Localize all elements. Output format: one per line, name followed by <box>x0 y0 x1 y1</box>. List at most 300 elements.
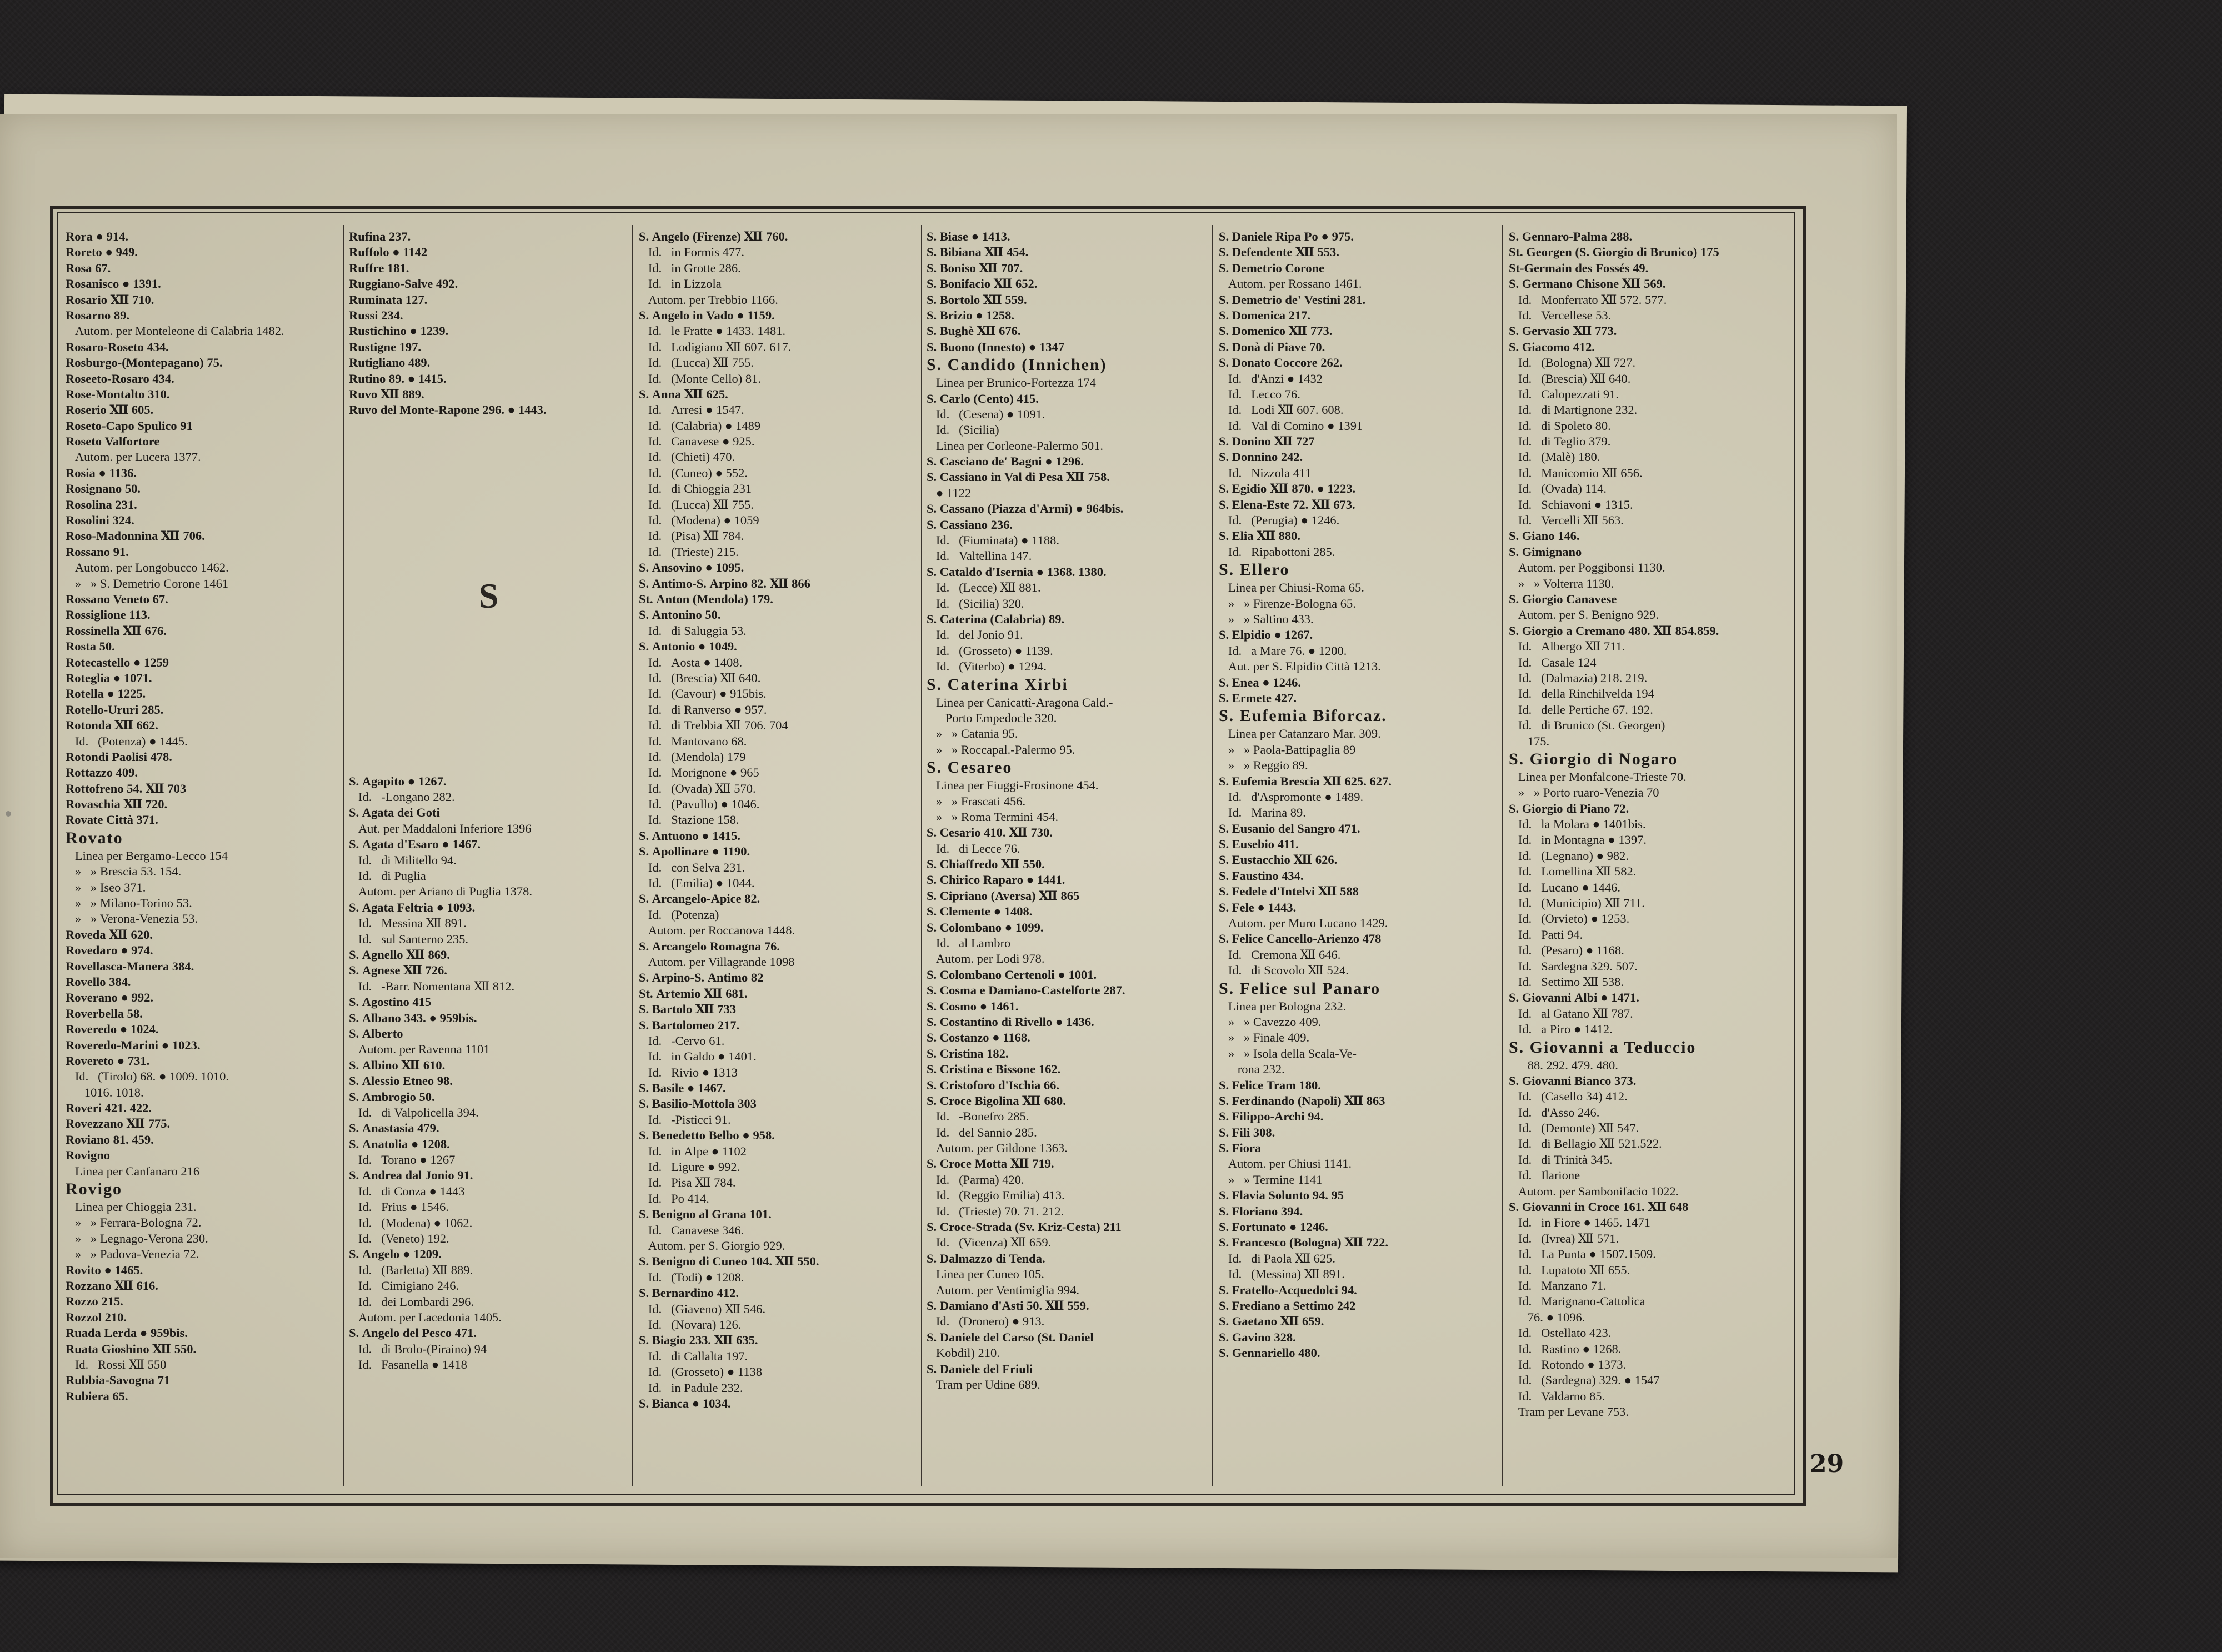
index-entry: Autom. per Longobucco 1462. <box>66 560 229 575</box>
index-entry: Autom. per Villagrande 1098 <box>639 954 795 969</box>
index-entry: S. Agata d'Esaro ● 1467. <box>349 837 481 852</box>
index-entry: Rosolini 324. <box>66 513 134 528</box>
index-entry: Rozzano Ⅻ 616. <box>66 1279 158 1293</box>
index-entry: Roseto-Capo Spulico 91 <box>66 418 193 433</box>
index-entry: S. Biase ● 1413. <box>927 229 1010 243</box>
index-entry: S. Giovanni Albi ● 1471. <box>1509 990 1639 1005</box>
index-entry: Id. Fasanella ● 1418 <box>349 1358 467 1372</box>
index-entry: S. Donnino 242. <box>1219 450 1303 464</box>
index-entry: Autom. per Chiusi 1141. <box>1219 1157 1352 1171</box>
index-entry: Id. -Bonefro 285. <box>927 1109 1029 1124</box>
index-entry: Id. in Galdo ● 1401. <box>639 1049 757 1064</box>
index-entry: S. Eustacchio Ⅻ 626. <box>1219 853 1338 867</box>
station-heading: Rovato <box>66 828 123 847</box>
index-entry: Id. (Calabria) ● 1489 <box>639 418 761 433</box>
index-entry: S. Giorgio di Piano 72. <box>1509 801 1629 815</box>
index-entry: Linea per Cuneo 105. <box>927 1267 1044 1281</box>
index-entry: S. Gimignano <box>1509 544 1582 559</box>
index-entry: Id. in Alpe ● 1102 <box>639 1144 747 1158</box>
index-entry: S. Croce-Strada (Sv. Kriz-Cesta) 211 <box>927 1220 1122 1234</box>
index-entry: Autom. per Muro Lucano 1429. <box>1219 916 1388 930</box>
index-entry: Id. (Cesena) ● 1091. <box>927 407 1045 421</box>
index-entry: Ruffre 181. <box>349 261 409 275</box>
index-entry: Id. Arresi ● 1547. <box>639 403 744 417</box>
index-entry: S. Andrea dal Jonio 91. <box>349 1168 473 1183</box>
index-entry: S. Gaetano Ⅻ 659. <box>1219 1314 1324 1329</box>
index-entry: S. Cassiano in Val di Pesa Ⅻ 758. <box>927 470 1110 484</box>
index-entry: Id. Lucano ● 1446. <box>1509 880 1621 894</box>
index-entry: S. Caterina (Calabria) 89. <box>927 612 1065 626</box>
index-entry: Roso-Madonnina Ⅻ 706. <box>66 529 205 543</box>
index-entry: » » Legnago-Verona 230. <box>66 1231 208 1245</box>
index-entry: Id. (Novara) 126. <box>639 1317 742 1331</box>
index-entry: Id. di Callalta 197. <box>639 1349 748 1363</box>
index-entry: Id. (Vicenza) Ⅻ 659. <box>927 1235 1052 1250</box>
index-entry: Id. Morignone ● 965 <box>639 765 759 780</box>
index-entry: Autom. per Trebbio 1166. <box>639 292 778 307</box>
index-entry: Id. di Trebbia Ⅻ 706. 704 <box>639 718 788 733</box>
index-entry: Id. Valdarno 85. <box>1509 1389 1605 1403</box>
index-entry: S. Agata dei Goti <box>349 805 440 820</box>
index-entry: ● 1122 <box>927 485 972 500</box>
index-entry: Rossiglione 113. <box>66 608 151 622</box>
index-entry: Id. Schiavoni ● 1315. <box>1509 497 1633 512</box>
index-entry: Id. la Molara ● 1401bis. <box>1509 817 1646 832</box>
index-entry: S. Cristina 182. <box>927 1046 1009 1060</box>
index-entry: S. Albano 343. ● 959bis. <box>349 1010 477 1025</box>
index-column-5 <box>1219 229 1499 1484</box>
index-entry: Id. Settimo Ⅻ 538. <box>1509 974 1624 989</box>
index-entry: S. Donà di Piave 70. <box>1219 339 1325 354</box>
index-entry: Linea per Bergamo-Lecco 154 <box>66 848 228 863</box>
index-entry: » » Paola-Battipaglia 89 <box>1219 742 1356 757</box>
index-entry: Id. di Saluggia 53. <box>639 623 747 638</box>
index-entry: Id. di Puglia <box>349 869 426 883</box>
index-entry: Id. (Todi) ● 1208. <box>639 1270 744 1284</box>
index-entry: Id. di Trinità 345. <box>1509 1152 1613 1167</box>
index-entry: Id. in Lizzola <box>639 277 722 291</box>
index-entry: 88. 292. 479. 480. <box>1509 1058 1618 1072</box>
index-entry: Rosolina 231. <box>66 497 137 512</box>
index-entry: » » Brescia 53. 154. <box>66 864 182 879</box>
index-entry: Rora ● 914. <box>66 229 128 243</box>
index-entry: Id. di Chioggia 231 <box>639 482 752 496</box>
index-entry: S. Agata Feltria ● 1093. <box>349 900 476 914</box>
index-entry: S. Fili 308. <box>1219 1125 1275 1139</box>
index-entry: Id. (Casello 34) 412. <box>1509 1089 1628 1104</box>
index-entry: S. Giorgio Canavese <box>1509 592 1617 606</box>
index-entry: S. Demetrio de' Vestini 281. <box>1219 292 1366 307</box>
index-entry: Id. (Sardegna) 329. ● 1547 <box>1509 1373 1660 1388</box>
index-entry: Id. di Martignone 232. <box>1509 403 1638 417</box>
index-entry: Rossano Veneto 67. <box>66 592 168 606</box>
index-entry: Tram per Levane 753. <box>1509 1405 1629 1419</box>
index-entry: Roveredo-Marini ● 1023. <box>66 1038 201 1052</box>
index-entry: Rovito ● 1465. <box>66 1263 143 1277</box>
index-entry: Id. d'Anzi ● 1432 <box>1219 371 1323 386</box>
index-entry: Id. Lodi Ⅻ 607. 608. <box>1219 403 1344 417</box>
index-entry: St-Germain des Fossés 49. <box>1509 261 1649 275</box>
index-entry: S. Anastasia 479. <box>349 1121 439 1135</box>
index-entry: S. Chiaffredo Ⅻ 550. <box>927 857 1045 872</box>
index-entry: Id. in Montagna ● 1397. <box>1509 833 1647 847</box>
index-entry: Id. (Tirolo) 68. ● 1009. 1010. <box>66 1069 229 1084</box>
index-entry: S. Giovanni Bianco 373. <box>1509 1073 1637 1088</box>
index-entry: S. Flavia Solunto 94. 95 <box>1219 1188 1344 1203</box>
index-entry: Autom. per Lacedonia 1405. <box>349 1310 502 1324</box>
page-number: 29 <box>1810 1450 1844 1478</box>
index-entry: Autom. per Ravenna 1101 <box>349 1042 490 1057</box>
index-entry: Id. Torano ● 1267 <box>349 1153 456 1167</box>
index-entry: Id. Nizzola 411 <box>1219 465 1312 480</box>
index-entry: S. Giano 146. <box>1509 529 1580 543</box>
index-entry: rona 232. <box>1219 1062 1285 1077</box>
index-entry: St. Anton (Mendola) 179. <box>639 592 773 606</box>
index-entry: Id. Ligure ● 992. <box>639 1160 740 1174</box>
index-entry: S. Colombano ● 1099. <box>927 920 1044 934</box>
index-entry: Rufina 237. <box>349 229 411 243</box>
index-entry: Linea per Monfalcone-Trieste 70. <box>1509 769 1686 784</box>
index-entry: Linea per Catanzaro Mar. 309. <box>1219 727 1381 741</box>
index-entry: S. Basile ● 1467. <box>639 1081 726 1095</box>
index-entry: Rovellasca-Manera 384. <box>66 959 194 973</box>
index-entry: Id. (Pisa) Ⅻ 784. <box>639 529 744 543</box>
station-heading: S. Giovanni a Teduccio <box>1509 1038 1696 1057</box>
index-entry: Rosario Ⅻ 710. <box>66 292 154 307</box>
station-heading: S. Felice sul Panaro <box>1219 979 1381 998</box>
index-entry: Roteglia ● 1071. <box>66 670 152 685</box>
index-entry: Id. di Valpolicella 394. <box>349 1105 479 1119</box>
index-entry: S. Cataldo d'Isernia ● 1368. 1380. <box>927 564 1107 579</box>
index-entry: Id. (Pesaro) ● 1168. <box>1509 943 1624 958</box>
index-entry: Id. Mantovano 68. <box>639 734 747 748</box>
index-entry: Id. -Pisticci 91. <box>639 1112 731 1127</box>
index-entry: S. Arpino-S. Antimo 82 <box>639 970 764 985</box>
index-entry: Id. al Lambro <box>927 936 1011 950</box>
index-entry: Rustichino ● 1239. <box>349 324 449 338</box>
index-entry: Rosanisco ● 1391. <box>66 277 161 291</box>
index-entry: S. Bianca ● 1034. <box>639 1396 731 1410</box>
index-entry: Linea per Brunico-Fortezza 174 <box>927 376 1096 390</box>
index-entry: Kobdil) 210. <box>927 1346 1000 1360</box>
index-entry: S. Angelo del Pesco 471. <box>349 1326 477 1340</box>
index-entry: Id. (Giaveno) Ⅻ 546. <box>639 1301 766 1316</box>
index-entry: Id. d'Asso 246. <box>1509 1105 1600 1119</box>
index-entry: S. Giovanni in Croce 161. Ⅻ 648 <box>1509 1200 1689 1214</box>
index-entry: Id. del Sannio 285. <box>927 1125 1037 1139</box>
index-entry: Id. Sardegna 329. 507. <box>1509 959 1638 973</box>
index-entry: S. Cosmo ● 1461. <box>927 999 1019 1013</box>
index-entry: S. Giorgio a Cremano 480. Ⅻ 854.859. <box>1509 623 1719 638</box>
index-entry: Id. (Barletta) Ⅻ 889. <box>349 1263 473 1277</box>
index-entry: S. Brizio ● 1258. <box>927 308 1014 322</box>
index-entry: S. Benigno al Grana 101. <box>639 1207 772 1222</box>
station-heading: S. Ellero <box>1219 560 1290 579</box>
index-entry: Id. Lecco 76. <box>1219 387 1300 401</box>
index-entry: Id. (Dronero) ● 913. <box>927 1314 1045 1329</box>
index-entry: S. Ambrogio 50. <box>349 1089 435 1104</box>
index-entry: Rottofreno 54. Ⅻ 703 <box>66 781 187 795</box>
index-entry: Id. (Monte Cello) 81. <box>639 371 761 386</box>
index-column-6 <box>1509 229 1790 1484</box>
index-entry: S. Benigno di Cuneo 104. Ⅻ 550. <box>639 1254 819 1269</box>
index-entry: S. Cassiano 236. <box>927 517 1013 532</box>
index-entry: Id. (Sicilia) 320. <box>927 596 1024 610</box>
index-entry: Id. Casale 124 <box>1509 655 1597 669</box>
index-entry: Ruada Lerda ● 959bis. <box>66 1326 188 1340</box>
index-entry: Id. Lodigiano Ⅻ 607. 617. <box>639 339 792 354</box>
index-entry: Id. (Viterbo) ● 1294. <box>927 659 1047 674</box>
index-entry: Rovello 384. <box>66 974 131 989</box>
index-entry: Id. (Trieste) 215. <box>639 544 739 559</box>
index-entry: S. Croce Bigolina Ⅻ 680. <box>927 1093 1066 1108</box>
index-entry: S. Cristoforo d'Ischia 66. <box>927 1078 1059 1092</box>
index-entry: Rotecastello ● 1259 <box>66 655 169 669</box>
index-entry: Id. (Orvieto) ● 1253. <box>1509 912 1630 926</box>
index-entry: Id. Rastino ● 1268. <box>1509 1341 1622 1356</box>
index-entry: Id. (Potenza) <box>639 907 719 922</box>
index-entry: Rosarno 89. <box>66 308 130 322</box>
index-entry: Id. Stazione 158. <box>639 813 739 827</box>
index-entry: Rozzo 215. <box>66 1294 123 1309</box>
index-entry: Ruata Gioshino Ⅻ 550. <box>66 1341 197 1356</box>
index-entry: S. Biagio 233. Ⅻ 635. <box>639 1333 758 1348</box>
index-entry: S. Gervasio Ⅻ 773. <box>1509 324 1617 338</box>
index-entry: Id. d'Aspromonte ● 1489. <box>1219 789 1364 804</box>
index-entry: S. Gavino 328. <box>1219 1330 1296 1344</box>
index-entry: Id. (Grosseto) ● 1138 <box>639 1365 763 1379</box>
index-entry: Id. -Cervo 61. <box>639 1033 725 1048</box>
index-entry: Id. di Bellagio Ⅻ 521.522. <box>1509 1137 1662 1151</box>
index-entry: S. Bortolo Ⅻ 559. <box>927 292 1027 307</box>
index-entry: Id. (Modena) ● 1059 <box>639 513 759 528</box>
index-entry: S. Angelo ● 1209. <box>349 1247 442 1261</box>
index-entry: Ruffolo ● 1142 <box>349 245 428 259</box>
index-entry: » » Roccapal.-Palermo 95. <box>927 742 1075 757</box>
index-entry: S. Faustino 434. <box>1219 868 1304 883</box>
index-entry: Roverbella 58. <box>66 1006 143 1020</box>
index-entry: Id. (Brescia) Ⅻ 640. <box>1509 371 1631 386</box>
index-entry: Id. (Messina) Ⅻ 891. <box>1219 1267 1345 1281</box>
index-entry: Id. Canavese 346. <box>639 1223 744 1237</box>
index-entry: Rovereto ● 731. <box>66 1053 150 1068</box>
index-entry: Rotella ● 1225. <box>66 687 146 701</box>
index-entry: Rotonda Ⅻ 662. <box>66 718 158 733</box>
index-entry: S. Damiano d'Asti 50. Ⅻ 559. <box>927 1299 1089 1313</box>
index-entry: Tram per Udine 689. <box>927 1377 1040 1391</box>
index-entry: S. Felice Tram 180. <box>1219 1078 1321 1092</box>
index-entry: S. Eufemia Brescia Ⅻ 625. 627. <box>1219 774 1392 788</box>
index-entry: Id. (Bologna) Ⅻ 727. <box>1509 356 1636 370</box>
index-entry: Id. Albergo Ⅻ 711. <box>1509 639 1625 654</box>
index-entry: S. Bartolo Ⅻ 733 <box>639 1002 737 1017</box>
index-entry: Ruggiano-Salve 492. <box>349 277 458 291</box>
index-entry: S. Colombano Certenoli ● 1001. <box>927 967 1097 982</box>
index-entry: Linea per Corleone-Palermo 501. <box>927 438 1104 453</box>
index-entry: S. Daniele Ripa Po ● 975. <box>1219 229 1354 243</box>
index-entry: S. Anna Ⅻ 625. <box>639 387 728 401</box>
index-entry: Id. (Fiuminata) ● 1188. <box>927 533 1059 548</box>
station-heading: S. Candido (Innichen) <box>927 356 1107 374</box>
index-entry: S. Bughè Ⅻ 676. <box>927 324 1021 338</box>
index-entry: » » Roma Termini 454. <box>927 809 1059 824</box>
index-entry: 1016. 1018. <box>66 1085 144 1099</box>
station-heading: S. Giorgio di Nogaro <box>1509 749 1678 768</box>
index-entry: S. Defendente Ⅻ 553. <box>1219 245 1339 259</box>
index-entry: S. Dalmazzo di Tenda. <box>927 1251 1045 1265</box>
index-entry: Id. -Barr. Nomentana Ⅻ 812. <box>349 979 515 993</box>
index-entry: » » Porto ruaro-Venezia 70 <box>1509 785 1659 800</box>
index-entry: Id. Val di Comino ● 1391 <box>1219 418 1363 433</box>
index-entry: Linea per Bologna 232. <box>1219 999 1347 1013</box>
index-entry: Id. al Gatano Ⅻ 787. <box>1509 1006 1633 1020</box>
index-entry: Id. di Spoleto 80. <box>1509 418 1611 433</box>
index-entry: » » Ferrara-Bologna 72. <box>66 1215 202 1230</box>
index-entry: S. Angelo in Vado ● 1159. <box>639 308 775 322</box>
index-entry: Id. Cremona Ⅻ 646. <box>1219 947 1341 962</box>
index-entry: Id. (Ovada) 114. <box>1509 482 1607 496</box>
index-entry: S. Ermete 427. <box>1219 690 1297 705</box>
index-entry: Rose-Montalto 310. <box>66 387 170 401</box>
index-entry: S. Basilio-Mottola 303 <box>639 1097 757 1111</box>
index-entry: Id. (Lucca) Ⅻ 755. <box>639 497 754 512</box>
index-entry: Id. di Militello 94. <box>349 853 457 867</box>
index-entry: Id. Pisa Ⅻ 784. <box>639 1175 736 1190</box>
index-entry: Aut. per S. Elpidio Città 1213. <box>1219 659 1381 674</box>
index-entry: S. Agnello Ⅻ 869. <box>349 947 450 962</box>
index-entry: Id. (Chieti) 470. <box>639 450 735 464</box>
index-entry: Id. di Paola Ⅻ 625. <box>1219 1251 1336 1265</box>
index-entry: S. Croce Motta Ⅻ 719. <box>927 1157 1054 1171</box>
index-entry: » » Termine 1141 <box>1219 1172 1323 1187</box>
index-entry: Id. Cimigiano 246. <box>349 1279 459 1293</box>
column-rule-5 <box>1502 225 1503 1486</box>
index-entry: S. Elia Ⅻ 880. <box>1219 529 1300 543</box>
index-entry: Id. (Municipio) Ⅻ 711. <box>1509 896 1645 910</box>
index-entry: Id. Rivio ● 1313 <box>639 1065 738 1079</box>
index-entry: Id. (Pavullo) ● 1046. <box>639 797 760 812</box>
index-entry: Autom. per S. Benigno 929. <box>1509 608 1659 622</box>
index-entry: S. Felice Cancello-Arienzo 478 <box>1219 932 1382 946</box>
station-heading: S. Eufemia Biforcaz. <box>1219 707 1387 725</box>
index-entry: Id. (Ovada) Ⅻ 570. <box>639 781 756 795</box>
index-entry: Id. (Cavour) ● 915bis. <box>639 687 767 701</box>
index-entry: Id. Po 414. <box>639 1191 709 1205</box>
index-entry: Id. (Potenza) ● 1445. <box>66 734 188 748</box>
index-entry: S. Filippo-Archi 94. <box>1219 1109 1324 1124</box>
index-entry: Id. della Rinchilvelda 194 <box>1509 687 1654 701</box>
index-entry: Rustigne 197. <box>349 339 422 354</box>
index-entry: Linea per Canicattì-Aragona Cald.- <box>927 695 1113 709</box>
index-entry: S. Elena-Este 72. Ⅻ 673. <box>1219 497 1355 512</box>
index-entry: Id. (Modena) ● 1062. <box>349 1215 473 1230</box>
index-entry: Id. (Malè) 180. <box>1509 450 1600 464</box>
index-entry: Rovaschia Ⅻ 720. <box>66 797 168 812</box>
index-entry: S. Cristina e Bissone 162. <box>927 1062 1061 1077</box>
index-entry: Rovezzano Ⅻ 775. <box>66 1117 171 1131</box>
index-entry: Id. (Reggio Emilia) 413. <box>927 1188 1065 1203</box>
index-entry: Id. a Piro ● 1412. <box>1509 1022 1613 1037</box>
index-entry: » » Isola della Scala-Ve- <box>1219 1046 1357 1060</box>
index-entry: Rotondi Paolisi 478. <box>66 749 172 764</box>
index-entry: S. Ferdinando (Napoli) Ⅻ 863 <box>1219 1093 1385 1108</box>
index-entry: S. Bibiana Ⅻ 454. <box>927 245 1029 259</box>
index-entry: Id. La Punta ● 1507.1509. <box>1509 1247 1656 1261</box>
index-entry: S. Eusebio 411. <box>1219 837 1299 852</box>
index-entry: Id. Messina Ⅻ 891. <box>349 916 467 930</box>
index-entry: Roseto Valfortore <box>66 434 160 449</box>
index-entry: Id. Marignano-Cattolica <box>1509 1294 1645 1309</box>
index-entry: S. Frediano a Settimo 242 <box>1219 1299 1356 1313</box>
index-entry: 175. <box>1509 734 1550 748</box>
index-entry: S. Cesario 410. Ⅻ 730. <box>927 825 1053 840</box>
index-entry: Rotello-Ururi 285. <box>66 702 164 717</box>
station-heading: S. Cesareo <box>927 758 1013 777</box>
index-entry: S. Elpidio ● 1267. <box>1219 628 1313 642</box>
index-entry: Id. (Demonte) Ⅻ 547. <box>1509 1121 1639 1135</box>
index-entry: Roseeto-Rosaro 434. <box>66 371 174 386</box>
column-rule-3 <box>921 225 922 1486</box>
index-entry: Id. Lupatoto Ⅻ 655. <box>1509 1263 1630 1277</box>
index-entry: Rosignano 50. <box>66 482 141 496</box>
index-entry: S. Bartolomeo 217. <box>639 1018 740 1032</box>
index-entry: S. Agnese Ⅻ 726. <box>349 963 447 978</box>
index-entry: Autom. per Rossano 1461. <box>1219 277 1362 291</box>
index-entry: Linea per Canfanaro 216 <box>66 1164 200 1178</box>
index-entry: Id. Manzano 71. <box>1509 1279 1607 1293</box>
index-entry: S. Casciano de' Bagni ● 1296. <box>927 454 1084 469</box>
index-entry: Id. Canavese ● 925. <box>639 434 755 449</box>
index-entry: Id. Marina 89. <box>1219 805 1306 820</box>
index-entry: Autom. per Monteleone di Calabria 1482. <box>66 324 284 338</box>
index-entry: Id. del Jonio 91. <box>927 628 1023 642</box>
index-entry: Id. (Lecce) Ⅻ 881. <box>927 580 1041 595</box>
index-entry: Id. di Conza ● 1443 <box>349 1184 465 1198</box>
index-entry: » » Volterra 1130. <box>1509 576 1614 590</box>
index-entry: S. Costantino di Rivello ● 1436. <box>927 1014 1094 1029</box>
index-entry: Autom. per Sambonifacio 1022. <box>1509 1184 1679 1198</box>
index-entry: 76. ● 1096. <box>1509 1310 1585 1324</box>
index-entry: Rutino 89. ● 1415. <box>349 371 447 386</box>
index-entry: » » Saltino 433. <box>1219 612 1314 626</box>
index-entry: Roveda Ⅻ 620. <box>66 927 153 942</box>
index-entry: Linea per Chioggia 231. <box>66 1200 197 1214</box>
index-entry: Id. dei Lombardi 296. <box>349 1294 474 1309</box>
index-entry: Id. -Longano 282. <box>349 790 455 804</box>
index-entry: S. Donato Coccore 262. <box>1219 356 1343 370</box>
index-entry: Porto Empedocle 320. <box>927 710 1057 725</box>
index-entry: Rossinella Ⅻ 676. <box>66 623 167 638</box>
station-heading: Rovigo <box>66 1180 122 1199</box>
index-entry: » » S. Demetrio Corone 1461 <box>66 576 229 590</box>
index-entry: Id. (Lucca) Ⅻ 755. <box>639 356 754 370</box>
index-entry: S. Bernardino 412. <box>639 1286 739 1300</box>
dust-speck <box>6 811 11 817</box>
index-entry: Id. Calopezzati 91. <box>1509 387 1619 401</box>
index-entry: » » Cavezzo 409. <box>1219 1014 1322 1029</box>
index-entry: » » Milano-Torino 53. <box>66 896 192 910</box>
section-letter: S <box>478 575 499 615</box>
index-entry: S. Chirico Raparo ● 1441. <box>927 873 1065 887</box>
index-entry: Roveri 421. 422. <box>66 1101 152 1115</box>
index-entry: S. Boniso Ⅻ 707. <box>927 261 1023 275</box>
index-entry: S. Eusanio del Sangro 471. <box>1219 821 1360 835</box>
index-entry: Id. Ripabottoni 285. <box>1219 544 1335 559</box>
index-entry: » » Finale 409. <box>1219 1030 1310 1045</box>
index-entry: Autom. per Ariano di Puglia 1378. <box>349 884 532 899</box>
index-entry: Id. di Ranverso ● 957. <box>639 702 767 717</box>
index-entry: Autom. per Roccanova 1448. <box>639 923 795 938</box>
